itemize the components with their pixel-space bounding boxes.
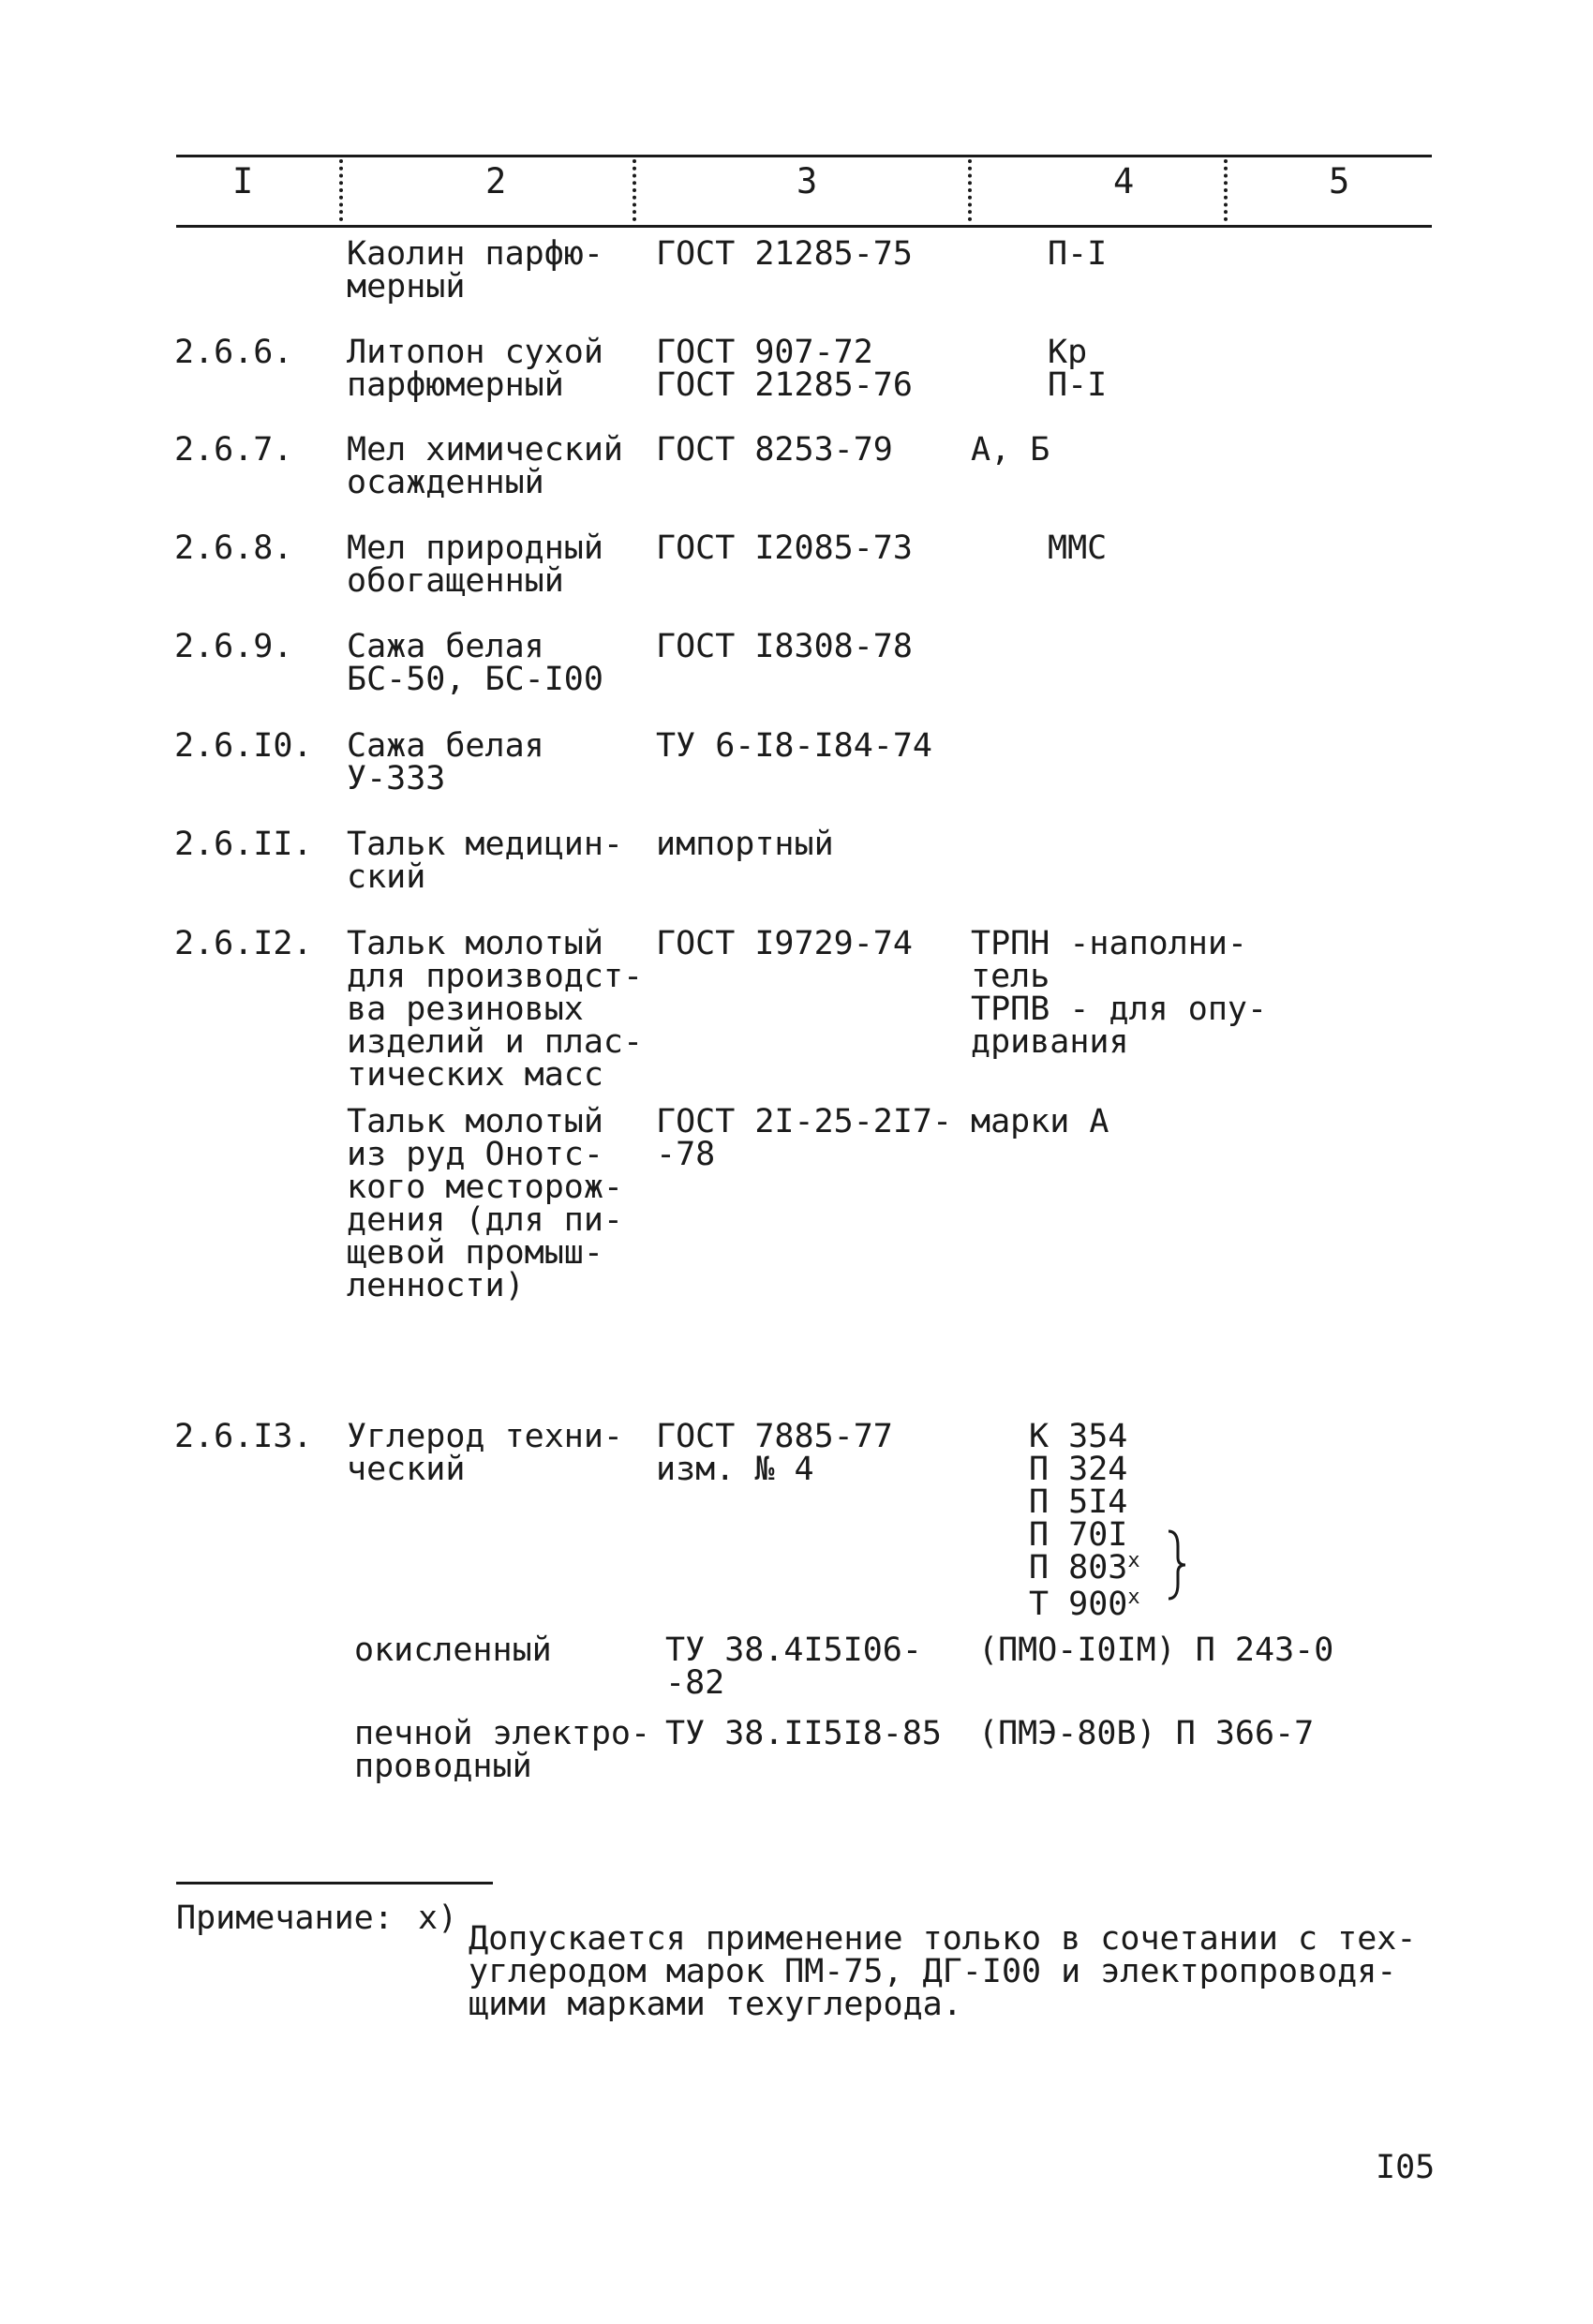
standard: ГОСТ 8253-79 xyxy=(656,431,893,469)
standard: ГОСТ 907-72 ГОСТ 21285-76 xyxy=(656,334,913,404)
grade: марки А xyxy=(971,1103,1109,1140)
column-header: 4 xyxy=(1113,161,1135,201)
grade: А, Б xyxy=(971,431,1050,469)
standard: ГОСТ I9729-74 xyxy=(656,925,913,962)
carbon-grade: К 354 xyxy=(1029,1418,1128,1455)
column-header: 5 xyxy=(1329,161,1350,201)
note-text: Допускается применение только в сочетании с тех- углеродом марок ПМ-75, ДГ-I00 и электропроводя- щими марками техуглерода. xyxy=(469,1920,1417,2023)
column-header: 3 xyxy=(796,161,818,201)
grade: ММС xyxy=(1048,529,1108,567)
material-name: Мел химический осажденный xyxy=(347,431,624,501)
standard: ГОСТ 21285-75 xyxy=(656,235,913,273)
grade: Кр П-I xyxy=(1048,334,1108,404)
table-header-rule xyxy=(176,225,1432,228)
grade: ТРПН -наполни- тель ТРПВ - для опу- дривания xyxy=(971,925,1268,1061)
standard: ТУ 38.4I5I06- -82 xyxy=(665,1631,922,1702)
carbon-grade-marked xyxy=(1029,1549,1140,1588)
header-separator xyxy=(1224,159,1228,221)
material-name: Тальк молотый из руд Онотс- кого месторож- дения (для пи- щевой промыш- ленности) xyxy=(347,1103,624,1304)
item-number: 2.6.I0. xyxy=(174,727,313,765)
item-number: 2.6.6. xyxy=(174,334,293,371)
carbon-grade: П 803 xyxy=(1029,1549,1128,1587)
standard: ГОСТ 7885-77 изм. № 4 xyxy=(656,1418,893,1488)
column-header: 2 xyxy=(485,161,507,201)
item-number: 2.6.8. xyxy=(174,529,293,567)
carbon-grade-list xyxy=(1029,1418,1140,1625)
carbon-grade: Т 900 xyxy=(1029,1586,1128,1623)
material-name: печной электро- проводный xyxy=(354,1715,651,1785)
footnote-mark: x xyxy=(1127,1586,1140,1609)
header-separator xyxy=(968,159,972,221)
note-mark: x) xyxy=(418,1899,458,1937)
material-name: Сажа белая У-333 xyxy=(347,727,544,797)
grade-brace xyxy=(1165,1527,1187,1602)
footnote-mark: x xyxy=(1127,1549,1140,1572)
note-label: Примечание: xyxy=(176,1899,394,1937)
carbon-grade: П 70I xyxy=(1029,1516,1128,1554)
material-name: Литопон сухой парфюмерный xyxy=(347,334,603,404)
material-name: Тальк медицин- ский xyxy=(347,826,624,896)
column-header: I xyxy=(232,161,254,201)
standard: ГОСТ 2I-25-2I7- -78 xyxy=(656,1103,953,1173)
item-number: 2.6.9. xyxy=(174,628,293,665)
table-top-rule xyxy=(176,155,1432,157)
item-number: 2.6.I2. xyxy=(174,925,313,962)
material-name: Сажа белая БС-50, БС-I00 xyxy=(347,628,603,698)
item-number: 2.6.I3. xyxy=(174,1418,313,1455)
footnote-rule xyxy=(176,1882,493,1885)
page-number: I05 xyxy=(1376,2149,1436,2186)
standard: ТУ 6-I8-I84-74 xyxy=(656,727,933,765)
standard: ТУ 38.II5I8-85 xyxy=(665,1715,943,1752)
standard: ГОСТ I2085-73 xyxy=(656,529,913,567)
material-name: окисленный xyxy=(354,1631,552,1669)
material-name: Каолин парфю- мерный xyxy=(347,235,603,305)
carbon-grade: П 324 xyxy=(1029,1451,1128,1488)
standard: ГОСТ I8308-78 xyxy=(656,628,913,665)
material-name: Мел природный обогащенный xyxy=(347,529,603,600)
standard: импортный xyxy=(656,826,834,863)
grade: (ПМЭ-80В) П 366-7 xyxy=(978,1715,1315,1752)
header-separator xyxy=(339,159,343,221)
grade: (ПМО-I0IМ) П 243-0 xyxy=(978,1631,1334,1669)
grade: П-I xyxy=(1048,235,1108,273)
carbon-grade-marked xyxy=(1029,1588,1140,1625)
item-number: 2.6.II. xyxy=(174,826,313,863)
material-name: Углерод техни- ческий xyxy=(347,1418,624,1488)
material-name: Тальк молотый для производст- ва резиновых изделий и плас- тических масс xyxy=(347,925,644,1094)
header-separator xyxy=(633,159,636,221)
item-number: 2.6.7. xyxy=(174,431,293,469)
carbon-grade: П 5I4 xyxy=(1029,1483,1128,1521)
